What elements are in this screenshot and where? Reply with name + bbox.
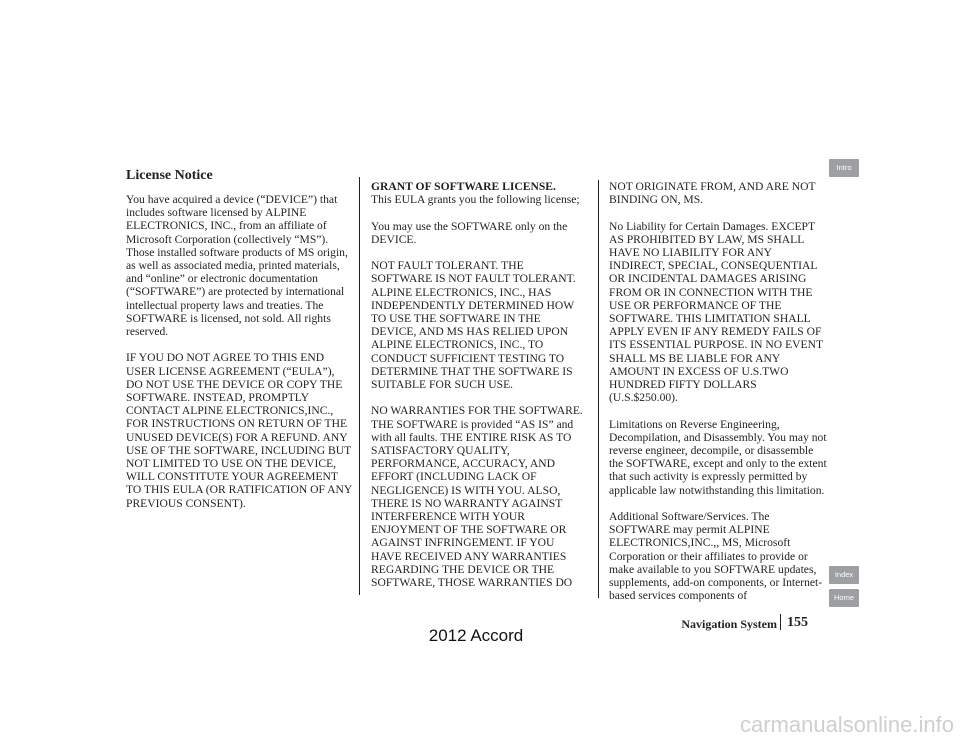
footer-model: 2012 Accord: [428, 626, 524, 645]
tab-intro[interactable]: Intro: [829, 159, 859, 177]
additional-software-paragraph: Additional Software/Services. The SOFTWARE may permit ALPINE ELECTRONICS,INC.,, MS, Microsoft Corporation or their affiliates to provide or make available to you SOFTWARE updates, supplements, add-on components, or Internet-based services components of: [609, 510, 823, 603]
agreement-paragraph: IF YOU DO NOT AGREE TO THIS END USER LICENSE AGREEMENT (“EULA”), DO NOT USE THE DEVICE OR COPY THE SOFTWARE. INSTEAD, PROMPTLY CONTACT ALPINE ELECTRONICS,INC., FOR INSTRUCTIONS ON RETURN OF THE UNUSED DEVICE(S) FOR A REFUND. ANY USE OF THE SOFTWARE, INCLUDING BUT NOT LIMITED TO USE ON THE DEVICE, WILL CONSTITUTE YOUR AGREEMENT TO THIS EULA (OR RATIFICATION OF ANY PREVIOUS CONSENT).: [126, 351, 352, 510]
column-3: [609, 180, 827, 616]
footer-section-title: Navigation System: [681, 617, 777, 631]
page-number: 155: [787, 615, 808, 630]
tab-home[interactable]: Home: [829, 589, 859, 607]
grant-paragraph: [371, 180, 586, 206]
column-divider-right: [598, 180, 599, 598]
grant-text: This EULA grants you the following license;: [371, 193, 580, 207]
tab-index[interactable]: Index: [829, 566, 859, 584]
column-2: [371, 180, 586, 602]
reverse-engineering-paragraph: Limitations on Reverse Engineering, Decompilation, and Disassembly. You may not reverse engineer, decompile, or disassemble the SOFTWARE, except and only to the extent that such activity is expressly permitted by applicable law notwithstanding this limitation.: [609, 417, 827, 497]
page-title: License Notice: [126, 168, 213, 183]
footer-separator: [780, 614, 781, 630]
no-warranties-paragraph: NO WARRANTIES FOR THE SOFTWARE. THE SOFTWARE is provided “AS IS” and with all faults. THE ENTIRE RISK AS TO SATISFACTORY QUALITY, PERFORMANCE, ACCURACY, AND EFFORT (INCLUDING LACK OF NEGLIGENCE) IS WITH YOU. ALSO, THERE IS NO WARRANTY AGAINST INTERFERENCE WITH YOUR ENJOYMENT OF THE SOFTWARE OR AGAINST INFRINGEMENT. IF YOU HAVE RECEIVED ANY WARRANTIES REGARDING THE DEVICE OR THE SOFTWARE, THOSE WARRANTIES DO: [371, 404, 583, 590]
intro-paragraph: You have acquired a device (“DEVICE”) that includes software licensed by ALPINE ELECTRONICS, INC., from an affiliate of Microsoft Corporation (collectively “MS”). Those installed software products of MS origin, as well as associated media, printed materials, and “online” or electronic documentation (“SOFTWARE”) are protected by international intellectual property laws and treaties. The SOFTWARE is licensed, not sold. All rights reserved.: [126, 193, 348, 339]
fault-tolerant-paragraph: NOT FAULT TOLERANT. THE SOFTWARE IS NOT FAULT TOLERANT. ALPINE ELECTRONICS, INC., HAS INDEPENDENTLY DETERMINED HOW TO USE THE SOFTWARE IN THE DEVICE, AND MS HAS RELIED UPON ALPINE ELECTRONICS, INC., TO CONDUCT SUFFICIENT TESTING TO DETERMINE THAT THE SOFTWARE IS SUITABLE FOR SUCH USE.: [371, 259, 576, 392]
use-paragraph: You may use the SOFTWARE only on the DEVICE.: [371, 219, 568, 246]
grant-heading: GRANT OF SOFTWARE LICENSE.: [371, 180, 556, 193]
column-1: [126, 193, 352, 523]
watermark: carmanualsonline.info: [739, 712, 954, 737]
liability-paragraph: No Liability for Certain Damages. EXCEPT AS PROHIBITED BY LAW, MS SHALL HAVE NO LIABILITY FOR ANY INDIRECT, SPECIAL, CONSEQUENTIAL OR INCIDENTAL DAMAGES ARISING FROM OR IN CONNECTION WITH THE USE OR PERFORMANCE OF THE SOFTWARE. THIS LIMITATION SHALL APPLY EVEN IF ANY REMEDY FAILS OF ITS ESSENTIAL PURPOSE. IN NO EVENT SHALL MS BE LIABLE FOR ANY AMOUNT IN EXCESS OF U.S.TWO HUNDRED FIFTY DOLLARS (U.S.$250.00).: [609, 219, 823, 405]
column-divider-left: [359, 177, 360, 595]
originate-paragraph: NOT ORIGINATE FROM, AND ARE NOT BINDING ON, MS.: [609, 180, 816, 207]
